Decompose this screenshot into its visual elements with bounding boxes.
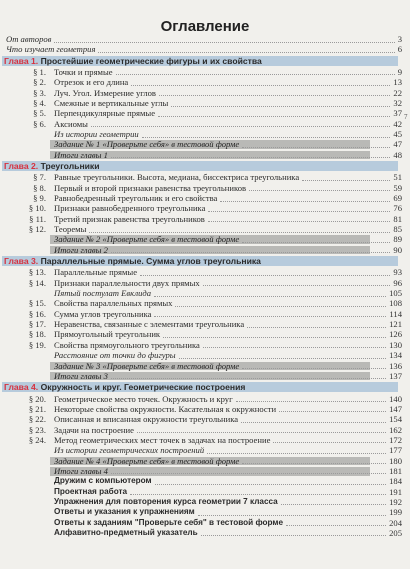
section-number: § 2. [33,77,46,88]
entry-title: Точки и прямые [54,66,113,77]
toc-entry [0,67,410,77]
page-number: 130 [389,339,402,350]
page-number: 76 [393,203,402,214]
toc-entry [0,435,410,445]
page-number: 154 [389,414,402,425]
entry-title: Алфавитно-предметный указатель [54,527,198,537]
chapter-name: Окружность и круг. Геометрические построения [40,382,246,393]
page-number: 140 [389,393,402,404]
entry-title: Задачи на построение [54,424,134,435]
toc-entry [0,394,410,404]
entry-title: Свойства прямоугольного треугольника [54,339,200,350]
dot-leader [203,285,390,286]
page-number: 89 [393,234,402,245]
dot-leader [242,368,386,369]
dot-leader [220,201,390,202]
entry-title: От авторов [6,34,52,44]
entry-title: Свойства параллельных прямых [54,298,173,309]
toc-entry [0,350,410,360]
entry-title: Из истории геометрии [54,129,139,140]
dot-leader [130,494,386,495]
section-number: § 12. [28,224,46,235]
dot-leader [247,327,386,328]
section-number: § 20. [28,393,46,404]
page-number: 69 [393,193,402,204]
toc-entry [0,507,410,517]
dot-leader [111,252,390,253]
toc-entry [0,466,410,476]
entry-title: Проектная работа [54,486,128,496]
chapter-name: Треугольники [40,161,100,172]
dot-leader [179,358,386,359]
dot-leader [142,137,390,138]
toc-chapter-heading [0,160,410,172]
chapter-label: Глава 2. [4,161,39,172]
section-number: § 1. [33,66,46,77]
section-number: § 21. [28,403,46,414]
dot-leader [154,296,386,297]
entry-title: Задание № 2 «Проверьте себя» в тестовой форме [54,234,240,245]
entry-title: Луч. Угол. Измерение углов [54,87,156,98]
chapter-title [4,255,261,267]
toc-entry [0,329,410,339]
page-number: 162 [389,424,402,435]
entry-title: Метод геометрических мест точек в задачах на построение [54,434,271,445]
page-number: 32 [393,98,402,109]
page-number: 180 [389,455,402,466]
toc-entry [0,518,410,528]
page-number: 205 [389,527,402,538]
toc-entry [0,44,410,54]
page-number: 199 [389,507,402,518]
section-number: § 8. [33,182,46,193]
toc-entry [0,34,410,44]
chapter-name: Параллельные прямые. Сумма углов треугольника [40,256,261,267]
dot-leader [155,484,386,485]
toc-entry [0,298,410,308]
page-number: 184 [389,476,402,487]
page-number: 134 [389,350,402,361]
toc-entry [0,340,410,350]
entry-title: Сумма углов треугольника [54,308,152,319]
page-number: 9 [397,66,402,77]
entry-title: Итоги главы 3 [54,370,108,381]
section-number: § 22. [28,414,46,425]
toc-entry [0,414,410,424]
entry-title: Упражнения для повторения курса геометрии 7 класса [54,496,278,506]
page-number: 85 [393,224,402,235]
dot-leader [198,515,386,516]
entry-title: Ответы и указания к упражнениям [54,507,195,517]
section-number: § 13. [28,267,46,278]
toc-entry [0,98,410,108]
page-number: 22 [393,87,402,98]
dot-leader [140,275,390,276]
entry-title: Теоремы [54,224,87,235]
dot-leader [242,242,390,243]
dot-leader [208,221,390,222]
margin-mark: 7 [404,113,408,121]
page-number: 191 [389,486,402,497]
section-number: § 23. [28,424,46,435]
entry-title: Итоги главы 1 [54,149,108,160]
section-number: § 7. [33,172,46,183]
page-number: 177 [389,445,402,456]
dot-leader [273,442,386,443]
toc-entry [0,172,410,182]
page-number: 47 [393,139,402,150]
dot-leader [111,473,386,474]
entry-title: Равные треугольники. Высота, медиана, биссектриса треугольника [54,172,300,183]
toc-entry [0,445,410,455]
toc-entry [0,309,410,319]
chapter-name: Простейшие геометрические фигуры и их свойства [40,55,262,66]
dot-leader [111,157,390,158]
entry-title: Признаки равнобедренного треугольника [54,203,206,214]
toc-entry [0,278,410,288]
entry-title: Итоги главы 2 [54,244,108,255]
dot-leader [91,126,390,127]
dot-leader [89,232,390,233]
page-number: 6 [397,44,402,55]
page-number: 137 [389,370,402,381]
entry-title: Описанная и вписанная окружности треугольника [54,414,239,425]
page-number: 93 [393,267,402,278]
toc-entry [0,203,410,213]
section-number: § 19. [28,339,46,350]
page-title: Оглавление [160,18,250,35]
toc-chapter-heading [0,381,410,393]
chapter-title [4,55,262,67]
toc-entry [0,288,410,298]
entry-title: Дружим с компьютером [54,476,152,486]
entry-title: Задание № 3 «Проверьте себя» в тестовой форме [54,360,240,371]
page-number: 37 [393,108,402,119]
section-number: § 17. [28,319,46,330]
dot-leader [281,504,386,505]
page-number: 192 [389,496,402,507]
page-number: 90 [393,244,402,255]
toc-entry [0,129,410,139]
section-number: § 9. [33,193,46,204]
entry-title: Третий признак равенства треугольников [54,213,205,224]
entry-title: Итоги главы 4 [54,465,108,476]
entry-title: Геометрическое место точек. Окружность и круг [54,393,233,404]
toc-entry [0,139,410,149]
section-number: § 11. [29,213,46,224]
section-number: § 5. [33,108,46,119]
toc-entry [0,150,410,160]
section-number: § 14. [28,277,46,288]
page-number: 126 [389,329,402,340]
entry-title: Неравенства, связанные с элементами треугольника [54,319,245,330]
toc-entry [0,119,410,129]
entry-title: Прямоугольный треугольник [54,329,161,340]
entry-title: Равнобедренный треугольник и его свойства [54,193,218,204]
section-number: § 10. [28,203,46,214]
toc-entry [0,224,410,234]
section-number: § 15. [28,298,46,309]
toc-chapter-heading [0,55,410,67]
toc-entry [0,456,410,466]
dot-leader [163,337,386,338]
page-number: 121 [389,319,402,330]
entry-title: Первый и второй признаки равенства треугольников [54,182,247,193]
section-number: § 6. [33,118,46,129]
page-number: 13 [393,77,402,88]
dot-leader [286,525,386,526]
dot-leader [279,411,386,412]
section-number: § 3. [33,87,46,98]
toc-chapter-heading [0,255,410,267]
entry-title: Параллельные прямые [54,267,138,278]
toc-entry [0,425,410,435]
entry-title: Признаки параллельности двух прямых [54,277,200,288]
dot-leader [54,42,395,43]
toc-entry [0,234,410,244]
entry-title: Расстояние от точки до фигуры [54,350,176,361]
page-number: 105 [389,288,402,299]
toc-entry [0,528,410,538]
page-number: 51 [393,172,402,183]
page-number: 114 [389,308,402,319]
chapter-label: Глава 4. [4,382,39,393]
toc-entry [0,88,410,98]
dot-leader [242,147,390,148]
chapter-title [4,381,245,393]
page-number: 136 [389,360,402,371]
dot-leader [201,535,386,536]
page-number: 3 [397,34,402,44]
dot-leader [249,190,390,191]
dot-leader [203,347,386,348]
page-number: 81 [393,213,402,224]
page-number: 204 [389,517,402,528]
table-of-contents [0,34,410,538]
dot-leader [241,422,386,423]
entry-title: Перпендикулярные прямые [54,108,156,119]
page-number: 96 [393,277,402,288]
dot-leader [242,463,386,464]
dot-leader [159,95,390,96]
toc-entry [0,497,410,507]
entry-title: Отрезок и его длина [54,77,129,88]
section-number: § 16. [28,308,46,319]
toc-entry [0,371,410,381]
entry-title: Задание № 4 «Проверьте себя» в тестовой форме [54,455,240,466]
entry-title: Задание № 1 «Проверьте себя» в тестовой форме [54,139,240,150]
entry-title: Аксиомы [54,118,88,129]
dot-leader [208,211,390,212]
toc-entry [0,245,410,255]
dot-leader [171,106,390,107]
entry-title: Что изучает геометрия [6,44,96,55]
section-number: § 18. [28,329,46,340]
dot-leader [116,74,395,75]
page-number: 172 [389,434,402,445]
dot-leader [207,453,386,454]
section-number: § 24. [28,434,46,445]
toc-entry [0,267,410,277]
chapter-title [4,160,100,172]
toc-entry [0,108,410,118]
toc-entry [0,319,410,329]
toc-entry [0,214,410,224]
toc-entry [0,487,410,497]
toc-entry [0,476,410,486]
page-number: 108 [389,298,402,309]
section-number: § 4. [33,98,46,109]
toc-entry [0,193,410,203]
dot-leader [98,52,395,53]
entry-title: Ответы к заданиям "Проверьте себя" в тестовой форме [54,517,284,527]
dot-leader [137,432,386,433]
dot-leader [158,116,390,117]
dot-leader [131,85,390,86]
toc-entry [0,77,410,87]
dot-leader [111,378,386,379]
page-number: 48 [393,149,402,160]
toc-entry [0,183,410,193]
entry-title: Из истории геометрических построений [54,445,205,456]
page-number: 45 [393,129,402,140]
dot-leader [236,401,386,402]
toc-entry [0,404,410,414]
entry-title: Некоторые свойства окружности. Касательная к окружности [54,403,277,414]
toc-entry [0,361,410,371]
page-number: 42 [393,118,402,129]
page-number: 181 [389,465,402,476]
dot-leader [154,316,386,317]
chapter-label: Глава 3. [4,256,39,267]
page-number: 147 [389,403,402,414]
entry-title: Смежные и вертикальные углы [54,98,169,109]
dot-leader [175,306,386,307]
page-number: 59 [393,182,402,193]
chapter-label: Глава 1. [4,55,39,66]
entry-title: Пятый постулат Евклида [54,288,152,299]
